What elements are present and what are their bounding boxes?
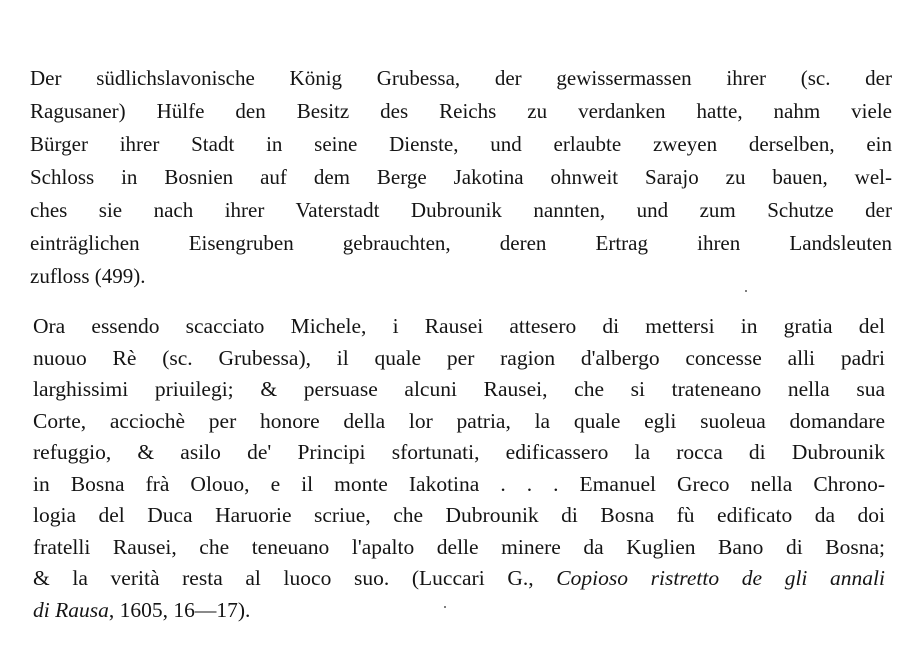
scan-speck [444, 606, 446, 608]
text-line: Ora essendo scacciato Michele, i Rausei attesero di mettersi in gratia del [33, 314, 885, 338]
text-line: Der südlichslavonische König Grubessa, der gewissermassen ihrer (sc. der [30, 66, 892, 90]
citation-line [33, 563, 885, 595]
text-line: logia del Duca Haruorie scriue, che Dubrounik di Bosna fù edificato da doi [33, 503, 885, 527]
text-line: einträglichen Eisengruben gebrauchten, deren Ertrag ihren Landsleuten [30, 231, 892, 255]
text-line: refuggio, & asilo de' Principi sfortunati, edificassero la rocca di Dubrounik [33, 440, 885, 464]
citation-tail: , 1605, 16—17). [108, 597, 251, 622]
italian-quotation-paragraph [33, 311, 885, 626]
text-line: in Bosna frà Olouo, e il monte Iakotina . . . Emanuel Greco nella Chrono- [33, 471, 885, 496]
scan-speck [745, 290, 747, 292]
text-line: ches sie nach ihrer Vaterstadt Dubrounik nannten, und zum Schutze der [30, 198, 892, 222]
german-quotation-paragraph [30, 62, 892, 293]
text-line: Schloss in Bosnien auf dem Berge Jakotina ohnweit Sarajo zu bauen, wel- [30, 165, 892, 189]
citation-title: Copioso ristretto de gli annali [556, 566, 886, 590]
text-line: Corte, acciochè per honore della lor patria, la quale egli suoleua domandare [33, 408, 885, 433]
text-line: nuouo Rè (sc. Grubessa), il quale per ragion d'albergo concesse alli padri [33, 345, 885, 370]
citation-text: & la verità resta al luoco suo. (Luccari G., [33, 566, 557, 590]
text-line: Bürger ihrer Stadt in seine Dienste, und erlaubte zweyen derselben, ein [30, 132, 892, 156]
citation-title-cont: di Rausa [33, 597, 109, 622]
text-line: larghissimi priuilegi; & persuase alcuni Rausei, che si trateneano nella sua [33, 377, 885, 401]
text-line: Ragusaner) Hülfe den Besitz des Reichs zu verdanken hatte, nahm viele [30, 99, 892, 123]
text-line: fratelli Rausei, che teneuano l'apalto delle minere da Kuglien Bano di Bosna; [33, 534, 885, 559]
text-line: zufloss (499). [30, 264, 146, 288]
citation-line-end [33, 595, 885, 627]
